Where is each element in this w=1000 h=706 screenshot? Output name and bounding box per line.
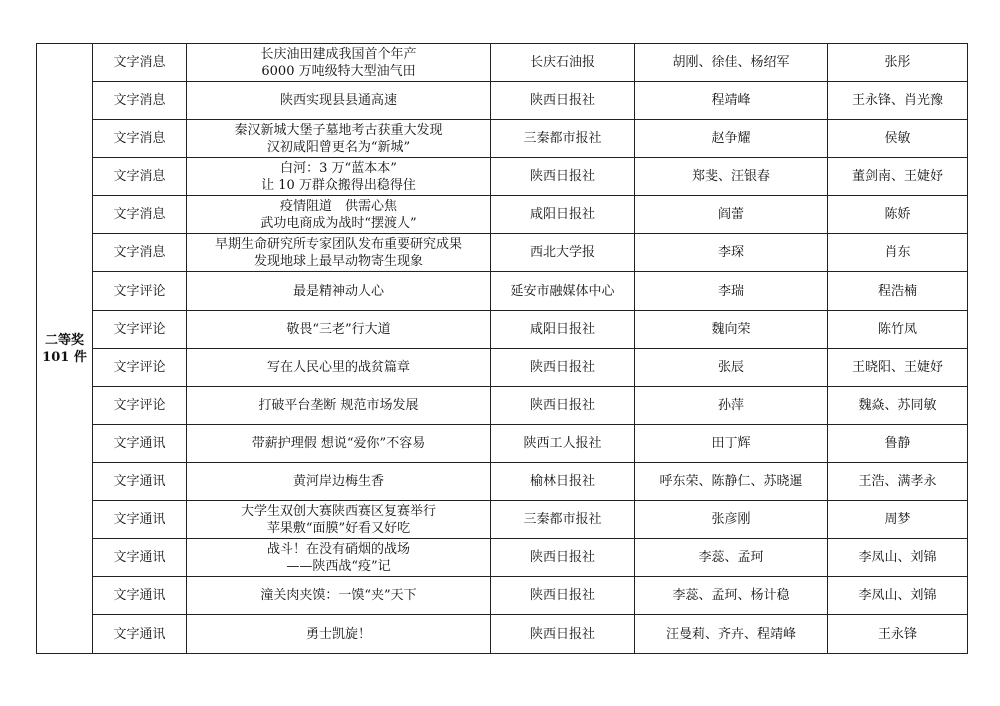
title-line: 敬畏“三老”行大道	[286, 322, 391, 337]
editors-cell: 董剑南、王婕妤	[828, 158, 968, 196]
award-table-body	[37, 44, 968, 654]
editors-cell: 李凤山、刘锦	[828, 577, 968, 615]
authors-cell: 张彦刚	[635, 501, 828, 539]
title-line: 武功电商成为战时“摆渡人”	[260, 215, 417, 231]
title-cell	[187, 272, 491, 311]
title-line: 让 10 万群众搬得出稳得住	[261, 177, 416, 193]
editors-cell: 侯敏	[828, 120, 968, 158]
title-cell	[187, 577, 491, 615]
authors-cell: 汪曼莉、齐卉、程靖峰	[635, 615, 828, 654]
editors-cell: 周梦	[828, 501, 968, 539]
authors-cell: 李琛	[635, 234, 828, 272]
editors-cell: 陈竹凤	[828, 311, 968, 349]
publisher-cell: 咸阳日报社	[491, 311, 635, 349]
authors-cell: 李瑞	[635, 272, 828, 311]
publisher-cell: 陕西工人报社	[491, 425, 635, 463]
title-cell	[187, 387, 491, 425]
category-cell: 文字消息	[93, 158, 187, 196]
table-row	[37, 577, 968, 615]
publisher-cell: 陕西日报社	[491, 82, 635, 120]
authors-cell: 孙萍	[635, 387, 828, 425]
publisher-cell: 西北大学报	[491, 234, 635, 272]
editors-cell: 魏焱、苏同敏	[828, 387, 968, 425]
title-line: ——陕西战“疫”记	[286, 558, 391, 574]
title-line: 苹果敷“面膜”好看又好吃	[266, 520, 411, 536]
title-line: 打破平台垄断 规范市场发展	[258, 398, 419, 413]
table-row	[37, 425, 968, 463]
authors-cell: 田丁辉	[635, 425, 828, 463]
category-cell: 文字通讯	[93, 615, 187, 654]
authors-cell: 李蕊、孟珂、杨计稳	[635, 577, 828, 615]
table-row	[37, 158, 968, 196]
title-line: 疫情阻道 供需心焦	[279, 198, 397, 214]
category-cell: 文字消息	[93, 196, 187, 234]
publisher-cell: 陕西日报社	[491, 387, 635, 425]
category-cell: 文字评论	[93, 272, 187, 311]
editors-cell: 王永锋、肖光豫	[828, 82, 968, 120]
publisher-cell: 陕西日报社	[491, 577, 635, 615]
award-grade-cell	[37, 44, 93, 654]
title-cell	[187, 539, 491, 577]
table-row	[37, 82, 968, 120]
editors-cell: 李凤山、刘锦	[828, 539, 968, 577]
title-cell	[187, 120, 491, 158]
title-line: 黄河岸边梅生香	[292, 474, 384, 489]
title-cell	[187, 158, 491, 196]
publisher-cell: 陕西日报社	[491, 349, 635, 387]
title-cell	[187, 82, 491, 120]
category-cell: 文字消息	[93, 44, 187, 82]
editors-cell: 王永锋	[828, 615, 968, 654]
table-row	[37, 196, 968, 234]
table-row	[37, 311, 968, 349]
title-cell	[187, 425, 491, 463]
title-cell	[187, 615, 491, 654]
publisher-cell: 陕西日报社	[491, 539, 635, 577]
authors-cell: 胡刚、徐佳、杨绍军	[635, 44, 828, 82]
authors-cell: 呼东荣、陈静仁、苏晓暹	[635, 463, 828, 501]
publisher-cell: 陕西日报社	[491, 158, 635, 196]
category-cell: 文字消息	[93, 82, 187, 120]
title-line: 白河：3 万“蓝本本”	[280, 160, 397, 176]
authors-cell: 张辰	[635, 349, 828, 387]
editors-cell: 鲁静	[828, 425, 968, 463]
category-cell: 文字评论	[93, 387, 187, 425]
table-row	[37, 615, 968, 654]
publisher-cell: 咸阳日报社	[491, 196, 635, 234]
title-line: 大学生双创大赛陕西赛区复赛举行	[240, 503, 436, 519]
title-line: 战斗！在没有硝烟的战场	[266, 541, 410, 557]
editors-cell: 王浩、满孝永	[828, 463, 968, 501]
authors-cell: 李蕊、孟珂	[635, 539, 828, 577]
title-cell	[187, 234, 491, 272]
title-line: 写在人民心里的战贫篇章	[266, 360, 410, 375]
table-row	[37, 387, 968, 425]
category-cell: 文字消息	[93, 234, 187, 272]
table-row	[37, 349, 968, 387]
editors-cell: 张彤	[828, 44, 968, 82]
title-line: 6000 万吨级特大型油气田	[261, 63, 416, 79]
title-cell	[187, 196, 491, 234]
category-cell: 文字通讯	[93, 501, 187, 539]
publisher-cell: 延安市融媒体中心	[491, 272, 635, 311]
table-row	[37, 44, 968, 82]
award-grade-label: 二等奖	[44, 332, 84, 348]
title-line: 陕西实现县县通高速	[279, 93, 397, 108]
title-line: 秦汉新城大堡子墓地考古获重大发现	[234, 122, 443, 138]
title-line: 潼关肉夹馍：一馍“夹”天下	[260, 588, 417, 603]
title-line: 长庆油田建成我国首个年产	[260, 46, 417, 62]
category-cell: 文字评论	[93, 349, 187, 387]
category-cell: 文字通讯	[93, 463, 187, 501]
title-line: 勇士凯旋！	[305, 626, 371, 642]
award-count-label: 101 件	[42, 349, 87, 365]
category-cell: 文字通讯	[93, 539, 187, 577]
table-row	[37, 120, 968, 158]
title-cell	[187, 311, 491, 349]
category-cell: 文字通讯	[93, 425, 187, 463]
title-line: 汉初咸阳曾更名为“新城”	[266, 139, 411, 155]
authors-cell: 魏向荣	[635, 311, 828, 349]
authors-cell: 阎蕾	[635, 196, 828, 234]
publisher-cell: 三秦都市报社	[491, 501, 635, 539]
title-cell	[187, 501, 491, 539]
publisher-cell: 陕西日报社	[491, 615, 635, 654]
table-row	[37, 463, 968, 501]
category-cell: 文字通讯	[93, 577, 187, 615]
title-line: 发现地球上最早动物寄生现象	[253, 253, 423, 269]
publisher-cell: 三秦都市报社	[491, 120, 635, 158]
authors-cell: 郑斐、汪银春	[635, 158, 828, 196]
authors-cell: 赵争耀	[635, 120, 828, 158]
category-cell: 文字消息	[93, 120, 187, 158]
title-line: 带薪护理假 想说“爱你”不容易	[251, 436, 426, 451]
title-line: 早期生命研究所专家团队发布重要研究成果	[214, 236, 462, 252]
title-cell	[187, 349, 491, 387]
editors-cell: 程浩楠	[828, 272, 968, 311]
publisher-cell: 长庆石油报	[491, 44, 635, 82]
editors-cell: 肖东	[828, 234, 968, 272]
award-table	[36, 43, 968, 654]
title-cell	[187, 44, 491, 82]
table-row	[37, 272, 968, 311]
category-cell: 文字评论	[93, 311, 187, 349]
editors-cell: 陈娇	[828, 196, 968, 234]
editors-cell: 王晓阳、王婕妤	[828, 349, 968, 387]
title-line: 最是精神动人心	[292, 283, 384, 299]
authors-cell: 程靖峰	[635, 82, 828, 120]
table-row	[37, 539, 968, 577]
table-row	[37, 234, 968, 272]
publisher-cell: 榆林日报社	[491, 463, 635, 501]
table-row	[37, 501, 968, 539]
title-cell	[187, 463, 491, 501]
